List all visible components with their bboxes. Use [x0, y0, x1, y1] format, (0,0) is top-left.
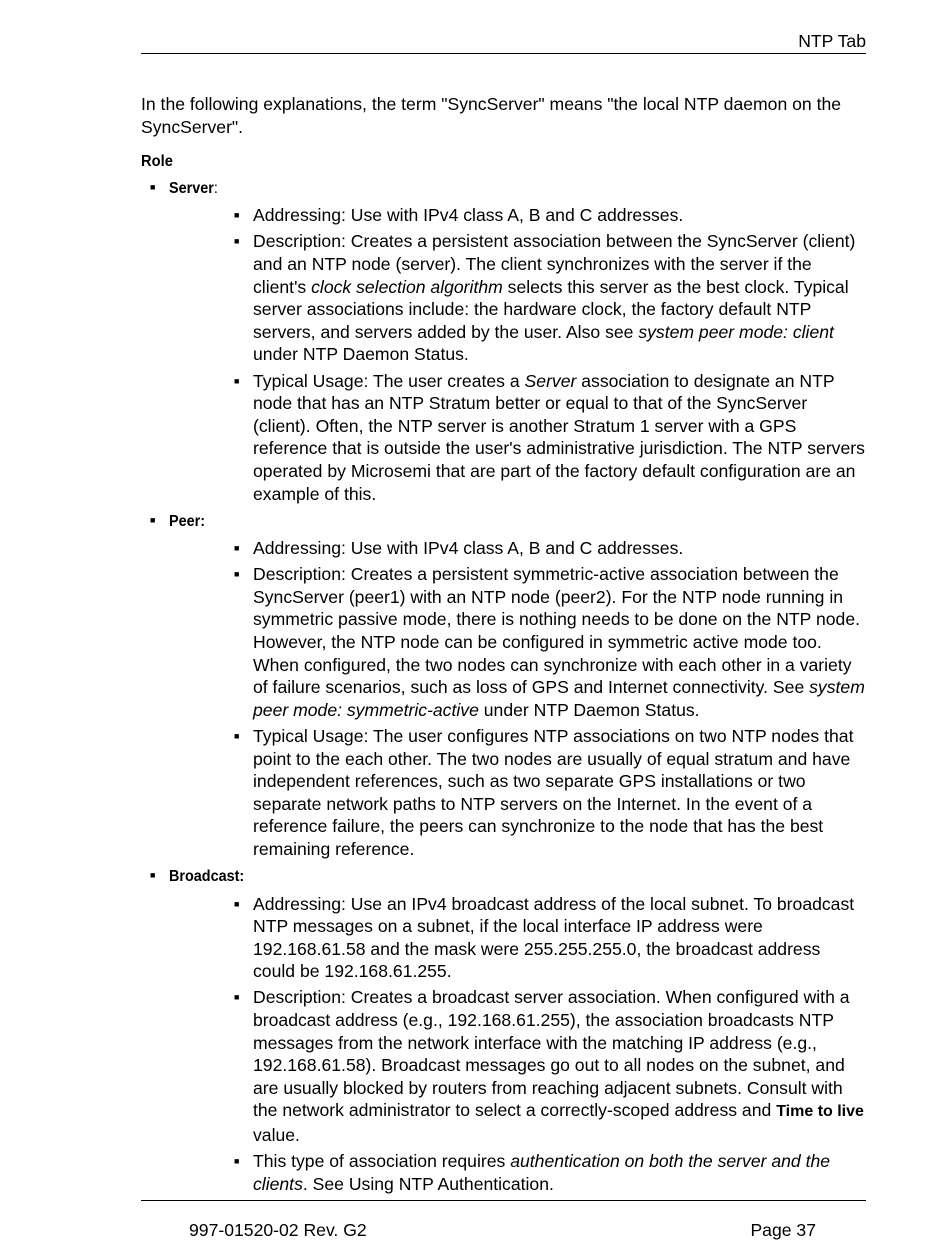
broadcast-auth: ■ This type of association requires authentication on both the server and the clients. See Using NTP Authentication. — [234, 1151, 831, 1194]
bullet-icon: ■ — [150, 181, 156, 192]
bullet-icon: ■ — [234, 236, 240, 247]
bullet-icon: ■ — [234, 210, 240, 221]
header-rule — [141, 53, 866, 54]
role-name-peer: Peer: — [169, 512, 206, 530]
role-heading: Role — [141, 153, 173, 171]
footer-rule — [141, 1200, 866, 1201]
broadcast-details — [169, 893, 866, 1196]
running-header: NTP Tab — [798, 31, 866, 51]
bullet-icon: ■ — [150, 514, 156, 525]
bullet-icon: ■ — [150, 870, 156, 880]
server-addressing: ■ Addressing: Use with IPv4 class A, B and C addresses. — [234, 205, 684, 226]
role-name-server: Server: — [169, 179, 218, 197]
server-description: ■ Description: Creates a persistent association between the SyncServer (client) and an NTP node (server). The client synchronizes with the server if the client's clock selection algorithm selects this server as the best clock. Typical server associations include: the hardware clock, the factory default NTP servers, and servers added by the user. Also see system peer mode: client under NTP Daemon Status. — [234, 231, 856, 365]
bullet-icon: ■ — [234, 569, 240, 580]
role-item-broadcast — [141, 864, 866, 1195]
server-usage: ■ Typical Usage: The user creates a Server association to designate an NTP node that has an NTP Stratum better or equal to that of the SyncServer (client). Often, the NTP server is another Stratum 1 server with a GPS reference that is outside the user's administrative jurisdiction. The NTP servers operated by Microsemi that are part of the factory default configuration are an example of this. — [234, 370, 865, 504]
bullet-icon: ■ — [234, 375, 240, 386]
bullet-icon: ■ — [234, 543, 240, 554]
intro-paragraph: In the following explanations, the term "SyncServer" means "the local NTP daemon on the SyncServer". — [141, 94, 842, 137]
role-item-peer — [141, 509, 866, 861]
role-name-broadcast: Broadcast: — [169, 868, 245, 885]
page-content — [141, 93, 866, 1199]
peer-description: ■ Description: Creates a persistent symmetric-active association between the SyncServer (peer1) with an NTP node (peer2). For the NTP node running in symmetric passive mode, there is nothing needs to be done on the NTP node. However, the NTP node can be configured in symmetric active mode too. When configured, the two nodes can synchronize with each other in a variety of failure scenarios, such as loss of GPS and Internet connectivity. See system peer mode: symmetric-active under NTP Daemon Status. — [234, 564, 865, 720]
broadcast-addressing: ■ Addressing: Use an IPv4 broadcast address of the local subnet. To broadcast NTP messages on a subnet, if the local interface IP address were 192.168.61.58 and the mask were 255.255.255.0, the broadcast address could be 192.168.61.255. — [234, 893, 855, 982]
bullet-icon: ■ — [234, 1156, 240, 1167]
role-list — [141, 176, 866, 1196]
peer-usage: ■ Typical Usage: The user configures NTP associations on two NTP nodes that point to the each other. The two nodes are usually of equal stratum and have independent references, such as two separate GPS installations or two separate network paths to NTP servers on the Internet. In the event of a reference failure, the peers can synchronize to the node that has the best remaining reference. — [234, 725, 854, 859]
bullet-icon: ■ — [234, 992, 240, 1003]
bullet-icon: ■ — [234, 730, 240, 741]
peer-details — [169, 537, 866, 860]
server-details — [169, 204, 866, 505]
bullet-icon: ■ — [234, 898, 240, 909]
peer-addressing: ■ Addressing: Use with IPv4 class A, B and C addresses. — [234, 538, 684, 559]
footer-doc-number: 997-01520-02 Rev. G2 — [189, 1220, 367, 1240]
role-item-server — [141, 176, 866, 505]
footer-page-number: Page 37 — [750, 1220, 816, 1240]
broadcast-description: ■ Description: Creates a broadcast server association. When configured with a broadcast address (e.g., 192.168.61.255), the association broadcasts NTP messages from the network interface with the matching IP address (e.g., 192.168.61.58). Broadcast messages go out to all nodes on the subnet, and are usually blocked by routers from reaching adjacent subnets. Consult with the network administrator to select a correctly-scoped address and Time to live value. — [234, 987, 864, 1146]
